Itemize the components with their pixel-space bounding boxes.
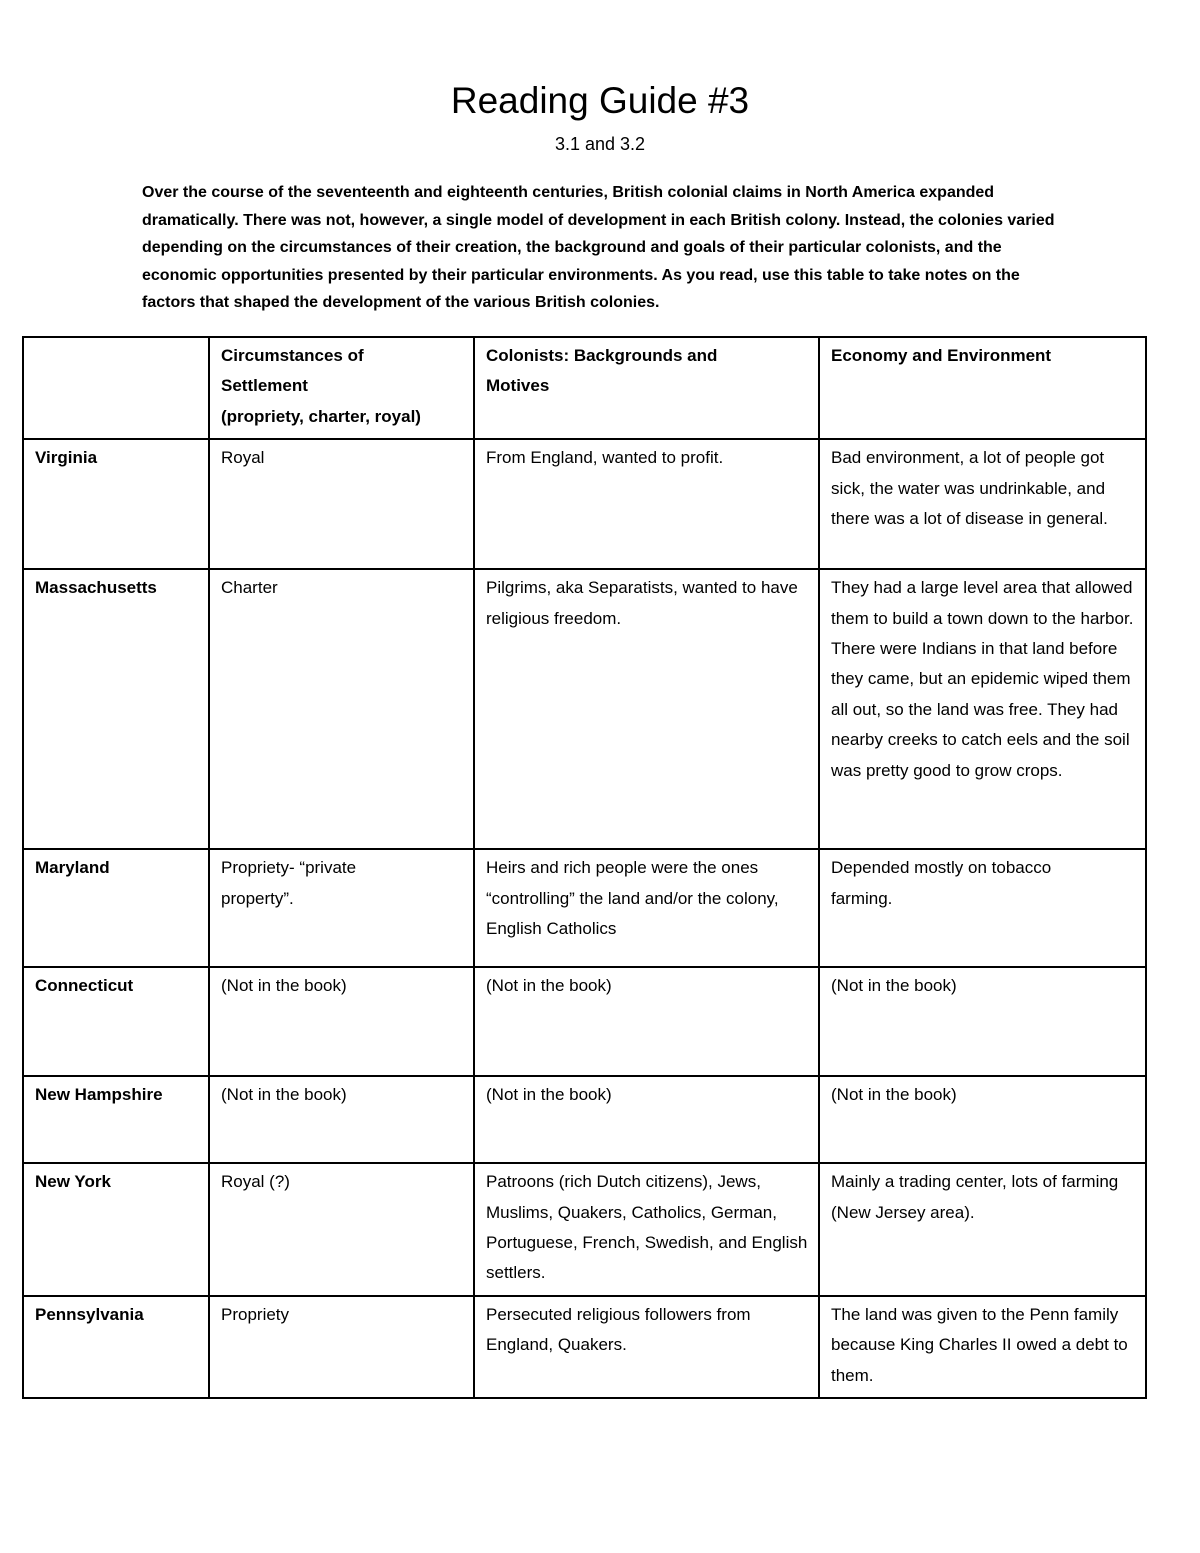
colony-name: New Hampshire [23,1076,209,1163]
settlement-cell: (Not in the book) [209,967,474,1076]
economy-cell: They had a large level area that allowed them to build a town down to the harbor. There were Indians in that land before they came, but an epidemic wiped them all out, so the land was free. They had nearby creeks to catch eels and the soil was pretty good to grow crops. [819,569,1146,849]
economy-cell: Mainly a trading center, lots of farming (New Jersey area). [819,1163,1146,1296]
colony-name: Virginia [23,439,209,569]
header-cell-economy [819,337,1146,439]
settlement-cell: Royal (?) [209,1163,474,1296]
colonists-cell: Persecuted religious followers from England, Quakers. [474,1296,819,1398]
colonists-cell: (Not in the book) [474,967,819,1076]
colonists-cell: Heirs and rich people were the ones “controlling” the land and/or the colony, English Catholics [474,849,819,967]
intro-paragraph: Over the course of the seventeenth and eighteenth centuries, British colonial claims in North America expanded dramatically. There was not, however, a single model of development in each British colony. Instead, the colonies varied depending on the circumstances of their creation, the background and goals of their particular colonists, and the economic opportunities presented by their particular environments. As you read, use this table to take notes on the factors that shaped the development of the various British colonies. [142,184,1055,312]
colony-name: Pennsylvania [23,1296,209,1398]
table-row [23,967,1146,1076]
table-header-row [23,337,1146,439]
table-row [23,849,1146,967]
page-title: Reading Guide #3 [450,80,750,121]
colonists-cell: Pilgrims, aka Separatists, wanted to have religious freedom. [474,569,819,849]
page-subtitle: 3.1 and 3.2 [554,134,646,154]
settlement-cell: (Not in the book) [209,1076,474,1163]
header-cell-colonists [474,337,819,439]
colonies-table [22,336,1147,1399]
colonists-cell: From England, wanted to profit. [474,439,819,569]
header-cell-settlement [209,337,474,439]
table-row [23,1296,1146,1398]
table-row [23,569,1146,849]
table-row [23,1163,1146,1296]
header-cell-colony [23,337,209,439]
economy-cell: (Not in the book) [819,967,1146,1076]
economy-cell: The land was given to the Penn family because King Charles II owed a debt to them. [819,1296,1146,1398]
economy-cell: Bad environment, a lot of people got sick, the water was undrinkable, and there was a lot of disease in general. [819,439,1146,569]
colony-name: New York [23,1163,209,1296]
colony-name: Massachusetts [23,569,209,849]
header-economy: Economy and Environment [831,346,1052,365]
header-settlement-line3: (propriety, charter, royal) [221,406,421,426]
settlement-cell: Charter [209,569,474,849]
colony-name: Connecticut [23,967,209,1076]
table-row [23,1076,1146,1163]
settlement-cell: Royal [209,439,474,569]
header-colonists: Colonists: Backgrounds and Motives [486,346,718,396]
colony-name: Maryland [23,849,209,967]
settlement-cell: Propriety- “private property”. [209,849,474,967]
economy-cell: Depended mostly on tobacco farming. [819,849,1146,967]
header-settlement-line2: Settlement [221,376,308,396]
colonists-cell: Patroons (rich Dutch citizens), Jews, Muslims, Quakers, Catholics, German, Portuguese, French, Swedish, and English settlers. [474,1163,819,1296]
table-row [23,439,1146,569]
colonists-cell: (Not in the book) [474,1076,819,1163]
settlement-cell: Propriety [209,1296,474,1398]
economy-cell: (Not in the book) [819,1076,1146,1163]
header-settlement-line1: Circumstances of [221,346,364,365]
